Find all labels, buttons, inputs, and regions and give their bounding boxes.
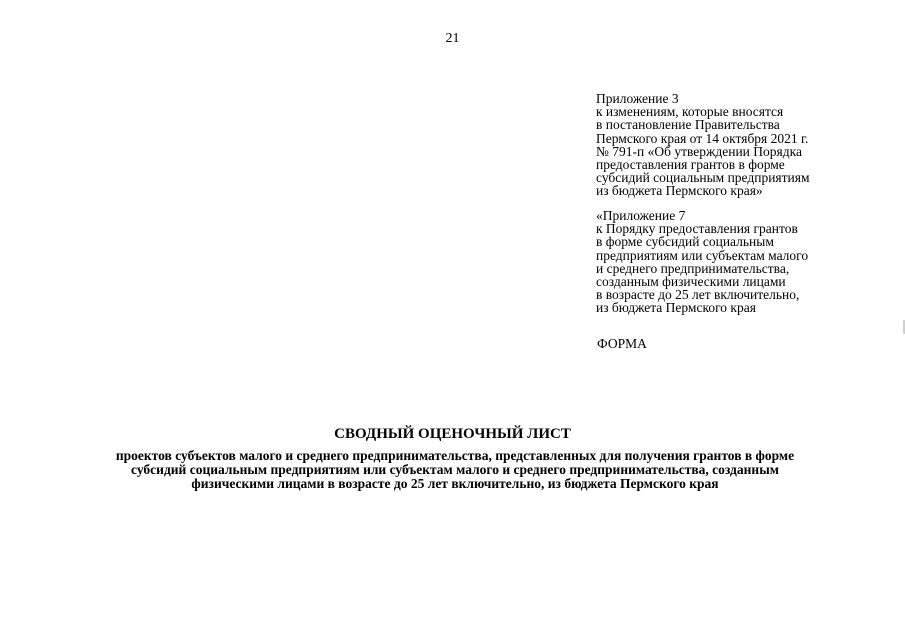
annex-7-line: созданным физическими лицами	[596, 274, 786, 290]
annex-7-line: в форме субсидий социальным	[596, 234, 774, 250]
annex-3-line: Приложение 3	[596, 91, 679, 106]
page-number: 21	[445, 31, 460, 46]
annex-7-line: «Приложение 7	[596, 208, 686, 223]
annex-3-line: Пермского края от 14 октября 2021 г.	[596, 130, 809, 146]
annex-3-line: к изменениям, которые вносятся	[596, 104, 784, 120]
annex-3-line: из бюджета Пермского края»	[596, 183, 763, 199]
form-label: ФОРМА	[597, 336, 647, 351]
subtitle-line: проектов субъектов малого и среднего предпринимательства, представленных для получения грантов в форме	[115, 448, 795, 463]
annex-3-line: № 791-п «Об утверждении Порядка	[596, 143, 802, 159]
annex-3-line: предоставления грантов в форме	[596, 157, 785, 173]
annex-7-line: и среднего предпринимательства,	[596, 260, 790, 276]
annex-7-line: к Порядку предоставления грантов	[596, 221, 798, 237]
annex-3-line: субсидий социальным предприятиям	[596, 170, 810, 186]
annex-7-line: в возрасте до 25 лет включительно,	[596, 287, 800, 303]
subtitle-line: субсидий социальным предприятиям или субъектам малого и среднего предпринимательства, созданным	[131, 462, 779, 477]
subtitle-line: физическими лицами в возрасте до 25 лет включительно, из бюджета Пермского края	[191, 476, 719, 491]
document-subtitle	[60, 449, 850, 491]
annex-7-line: из бюджета Пермского края	[596, 300, 756, 316]
annex-7-line: предприятиям или субъектам малого	[596, 247, 809, 263]
annex-3-header	[596, 92, 896, 198]
annex-3-line: в постановление Правительства	[596, 117, 780, 133]
annex-7-header	[596, 209, 896, 315]
document-title: СВОДНЫЙ ОЦЕНОЧНЫЙ ЛИСТ	[334, 426, 571, 442]
